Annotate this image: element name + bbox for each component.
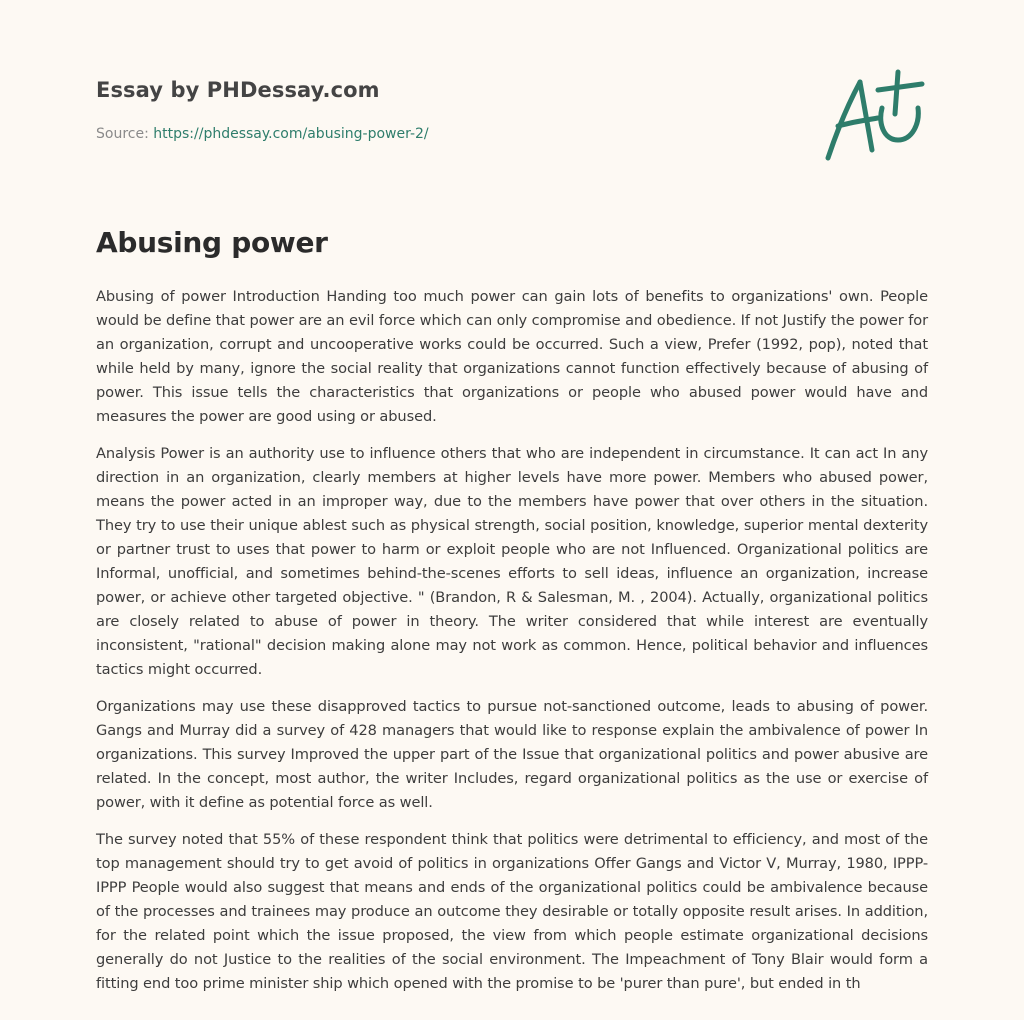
page-header [96, 78, 796, 142]
essay-paragraph: Organizations may use these disapproved tactics to pursue not-sanctioned outcome, leads to abusing of power. Gangs and Murray did a survey of 428 managers that would like to response explain the ambivalence of power In organizations. This survey Improved the upper part of the Issue that organizational politics and power abusive are related. In the concept, most author, the writer Includes, regard organizational politics as the use or exercise of power, with it define as potential force as well. [96, 698, 928, 811]
essay-paragraph: The survey noted that 55% of these respondent think that politics were detrimental to efficiency, and most of the top management should try to get avoid of politics in organizations Offer Gangs and Victor V, Murray, 1980, IPPP-IPPP People would also suggest that means and ends of the organizational politics could be ambivalence because of the processes and trainees may produce an outcome they desirable or totally opposite result arises. In addition, for the related point which the issue proposed, the view from which people estimate organizational decisions generally do not Justice to the realities of the social environment. The Impeachment of Tony Blair would form a fitting end too prime minister ship which opened with the promise to be 'purer than pure', but ended in th [96, 831, 928, 992]
source-link[interactable]: https://phdessay.com/abusing-power-2/ [153, 126, 429, 142]
source-line [96, 126, 796, 142]
essay-title: Abusing power [96, 226, 328, 259]
essay-paragraph: Abusing of power Introduction Handing too much power can gain lots of benefits to organizations' own. People would be define that power are an evil force which can only compromise and obedience. If not Justify the power for an organization, corrupt and uncooperative works could be occurred. Such a view, Prefer (1992, pop), noted that while held by many, ignore the social reality that organizations cannot function effectively because of abusing of power. This issue tells the characteristics that organizations or people who abused power would have and measures the power are good using or abused. [96, 288, 928, 425]
site-title: Essay by PHDessay.com [96, 78, 380, 102]
a-plus-logo-icon [822, 68, 928, 164]
essay-paragraph: Analysis Power is an authority use to influence others that who are independent in circumstance. It can act In any direction in an organization, clearly members at higher levels have more power. Members who abused power, means the power acted in an improper way, due to the members have power that over others in the situation. They try to use their unique ablest such as physical strength, social position, knowledge, superior mental dexterity or partner trust to uses that power to harm or exploit people who are not Influenced. Organizational politics are Informal, unofficial, and sometimes behind-the-scenes efforts to sell ideas, influence an organization, increase power, or achieve other targeted objective. " (Brandon, R & Salesman, M. , 2004). Actually, organizational politics are closely related to abuse of power in theory. The writer considered that while interest are eventually inconsistent, "rational" decision making alone may not work as common. Hence, political behavior and influences tactics might occurred. [96, 445, 928, 678]
source-label: Source: [96, 126, 154, 142]
essay-article [96, 226, 928, 1009]
